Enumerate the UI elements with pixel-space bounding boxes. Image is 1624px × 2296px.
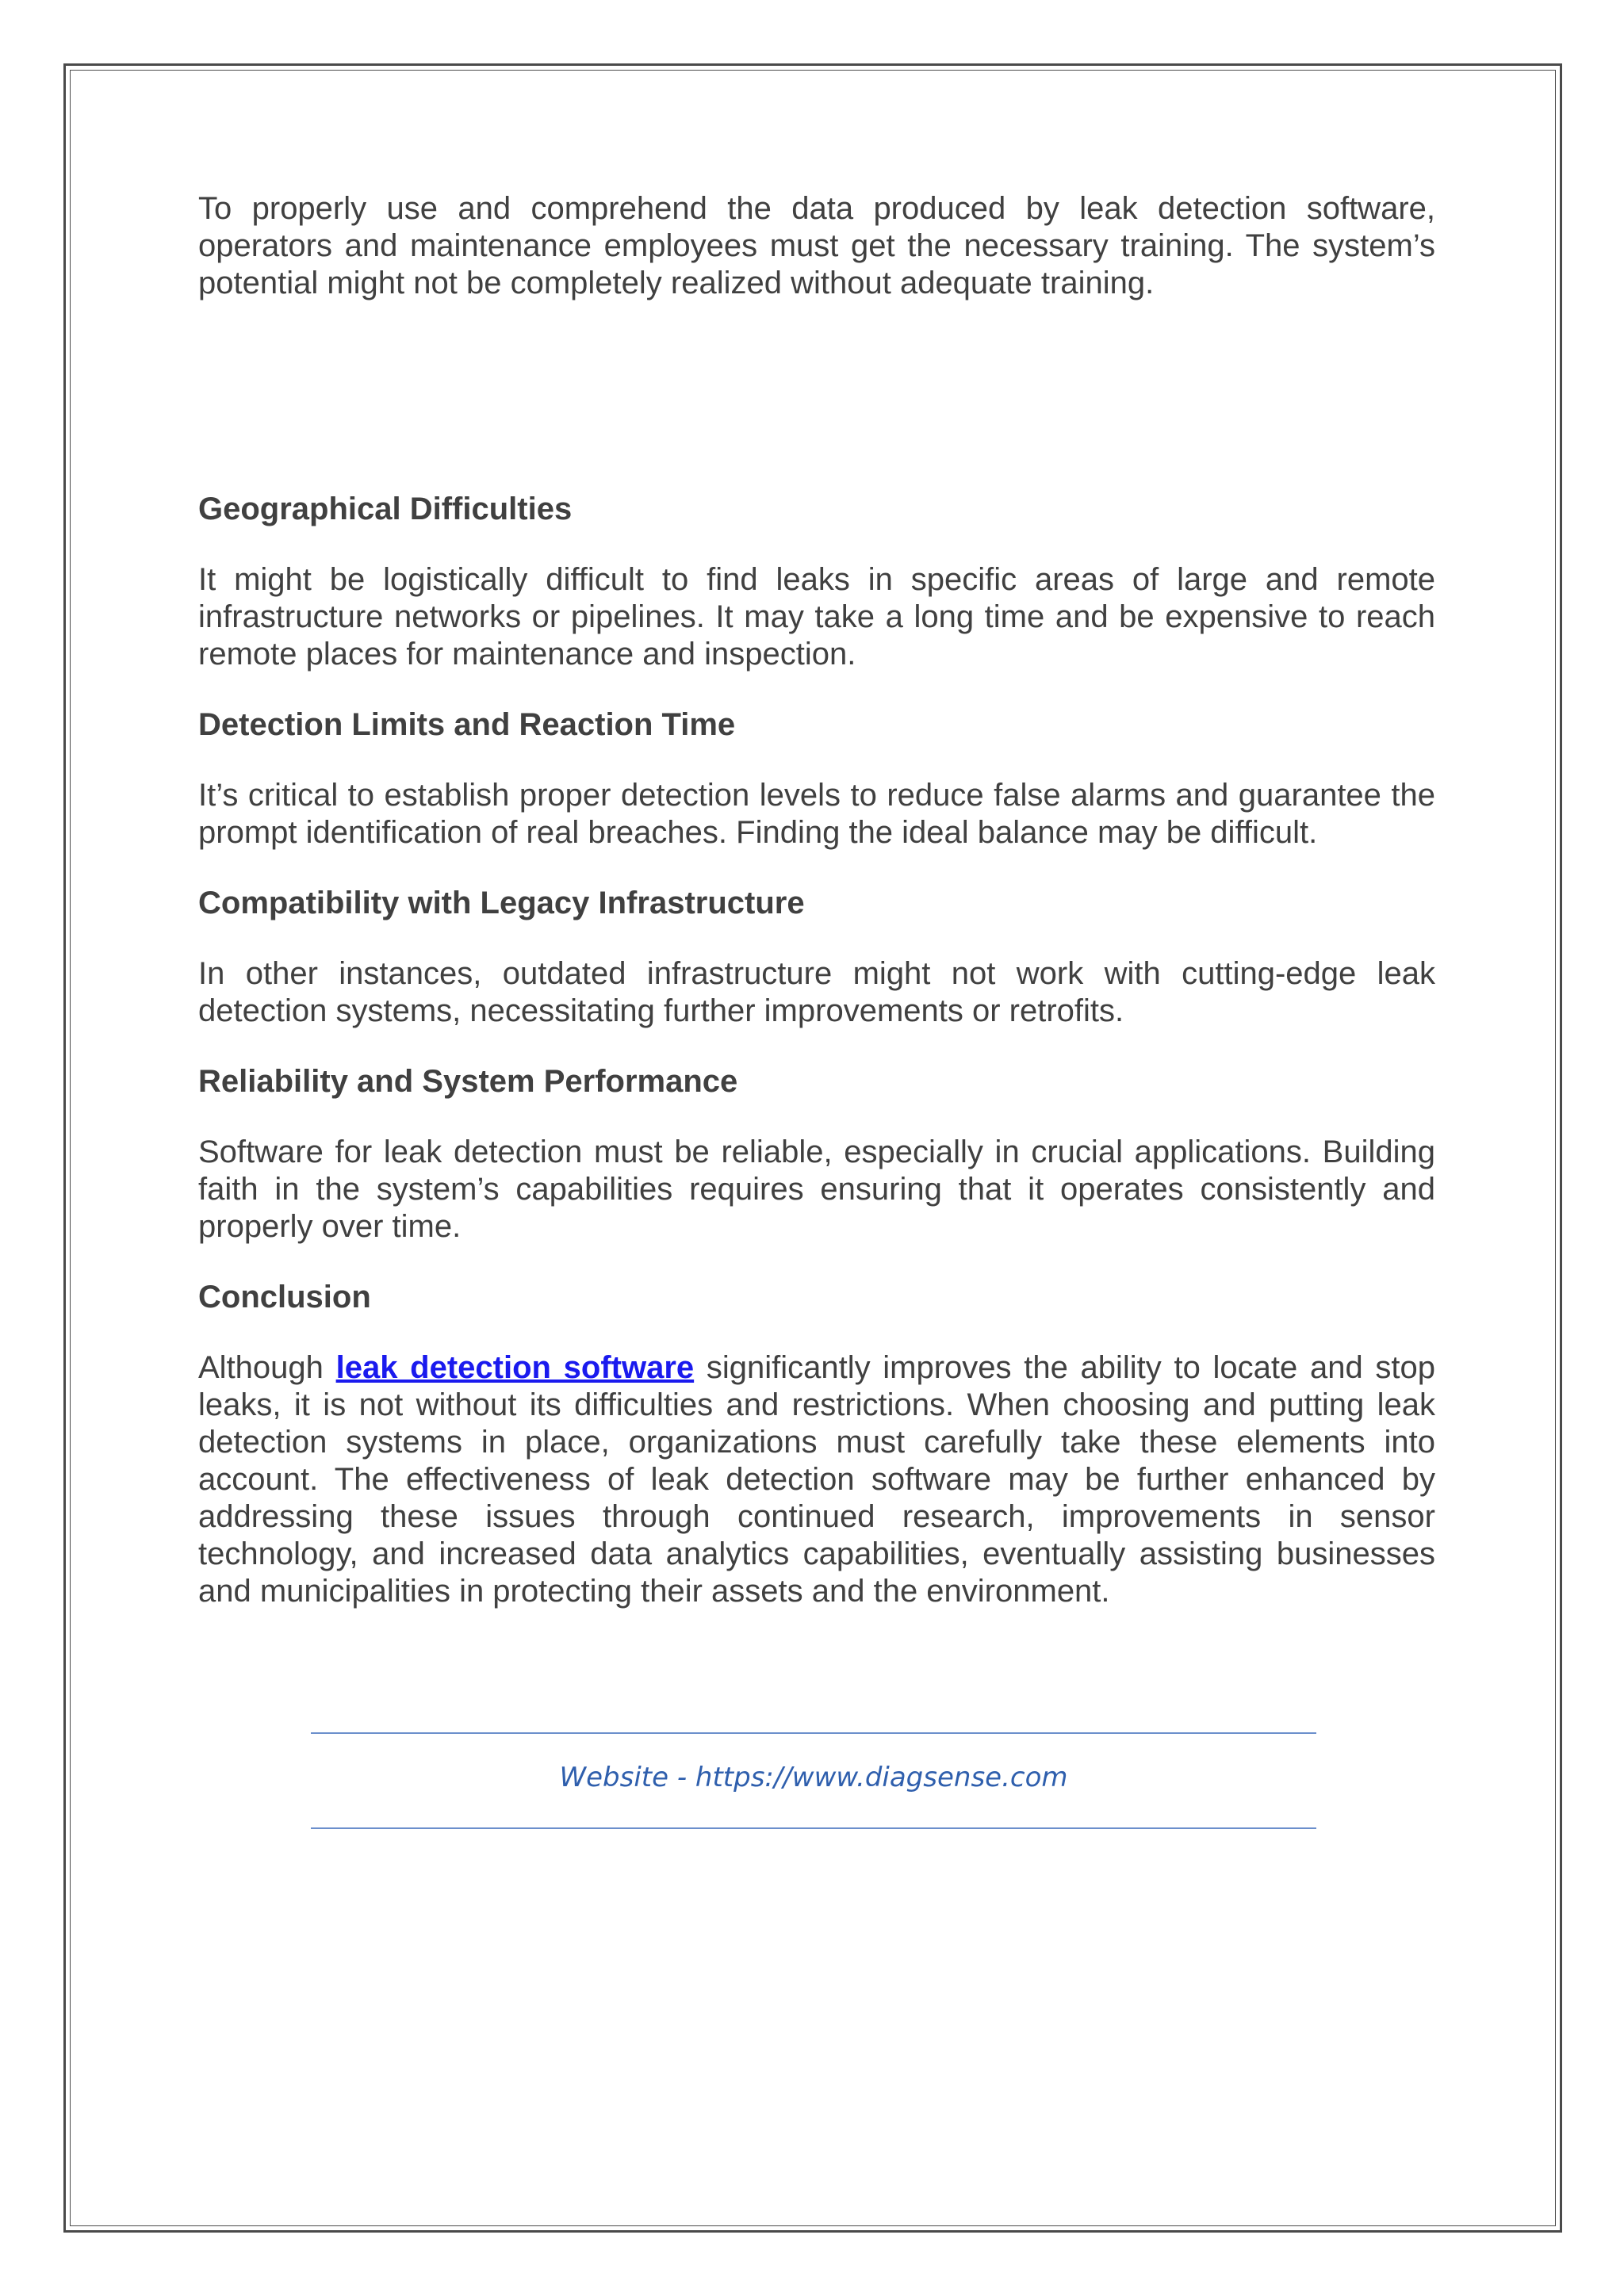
- footer-website: Website - https://www.diagsense.com: [559, 1762, 1068, 1793]
- section-body-reliability: Software for leak detection must be reliable, especially in crucial applications. Building faith in the system’s capabilities requires ensuring that it operates consistently and properly over time.: [198, 1135, 1435, 1244]
- section-body-detection-limits: It’s critical to establish proper detection levels to reduce false alarms and guarantee the prompt identification of real breaches. Finding the ideal balance may be difficult.: [198, 778, 1435, 850]
- footer-top-rule: [311, 1732, 1316, 1734]
- conclusion-body: [198, 1349, 1435, 1610]
- footer-bottom-rule: [311, 1827, 1316, 1829]
- section-body-compatibility: In other instances, outdated infrastructure might not work with cutting-edge leak detection systems, necessitating further improvements or retrofits.: [198, 956, 1435, 1028]
- section-heading-detection-limits: Detection Limits and Reaction Time: [198, 707, 736, 742]
- document-body: [198, 190, 1435, 1610]
- section-heading-reliability: Reliability and System Performance: [198, 1064, 738, 1099]
- section-heading-compatibility: Compatibility with Legacy Infrastructure: [198, 886, 805, 920]
- conclusion-heading: Conclusion: [198, 1280, 371, 1314]
- conclusion-text-after-link: significantly improves the ability to locate and stop leaks, it is not without its difficulties and restrictions. When choosing and putting leak detection systems in place, organizations must carefully take these elements into account. The effectiveness of leak detection software may be further enhanced by addressing these issues through continued research, improvements in sensor technology, and increased data analytics capabilities, eventually assisting businesses and municipalities in protecting their assets and the environment.: [198, 1350, 1435, 1609]
- section-heading-geographical: Geographical Difficulties: [198, 492, 573, 526]
- leak-detection-software-link[interactable]: leak detection software: [335, 1350, 695, 1385]
- intro-paragraph: To properly use and comprehend the data produced by leak detection software, operators and maintenance employees must get the necessary training. The system’s potential might not be completely realized without adequate training.: [198, 191, 1435, 300]
- section-body-geographical: It might be logistically difficult to find leaks in specific areas of large and remote infrastructure networks or pipelines. It may take a long time and be expensive to reach remote places for maintenance and inspection.: [198, 562, 1435, 672]
- conclusion-text-before-link: Although: [198, 1350, 336, 1385]
